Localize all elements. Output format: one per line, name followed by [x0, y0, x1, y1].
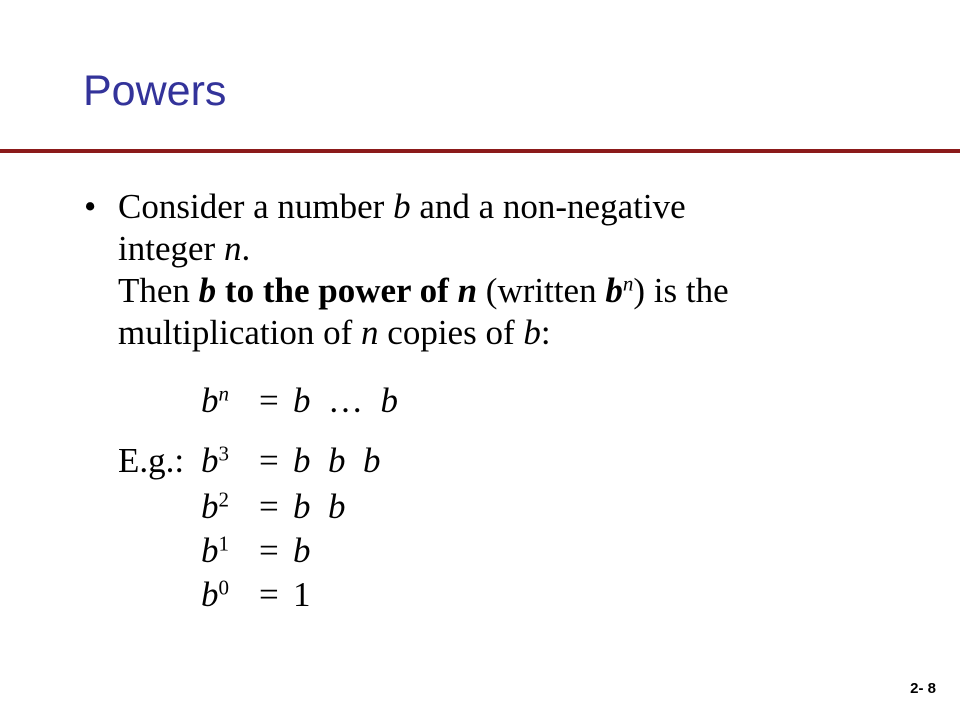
title-divider: [0, 149, 960, 153]
example-row-cube: $b^3 = b$ b b: [201, 441, 381, 480]
bullet-marker: •: [84, 187, 97, 226]
example-row-zero: $b^0 = 1$: [201, 575, 311, 614]
bullet-line-3: Then b to the power of n (written $b^n$) is the: [118, 271, 729, 310]
bullet-text: [118, 186, 884, 354]
bullet-line-2: integer n.: [118, 229, 251, 268]
example-row-first: $b^1 = b$: [201, 531, 311, 570]
bullet-line-1: Consider a number b and a non-negative: [118, 187, 686, 226]
slide-number: 2- 8: [910, 680, 936, 697]
definition-equation: $b^n = b$ … b: [201, 381, 398, 420]
example-prefix: E.g.:: [118, 441, 185, 480]
bullet-line-4: multiplication of n copies of b:: [118, 313, 551, 352]
bullet-paragraph: [84, 186, 884, 354]
example-row-square: $b^2 = b$ b: [201, 487, 346, 526]
slide-title: Powers: [83, 67, 227, 115]
